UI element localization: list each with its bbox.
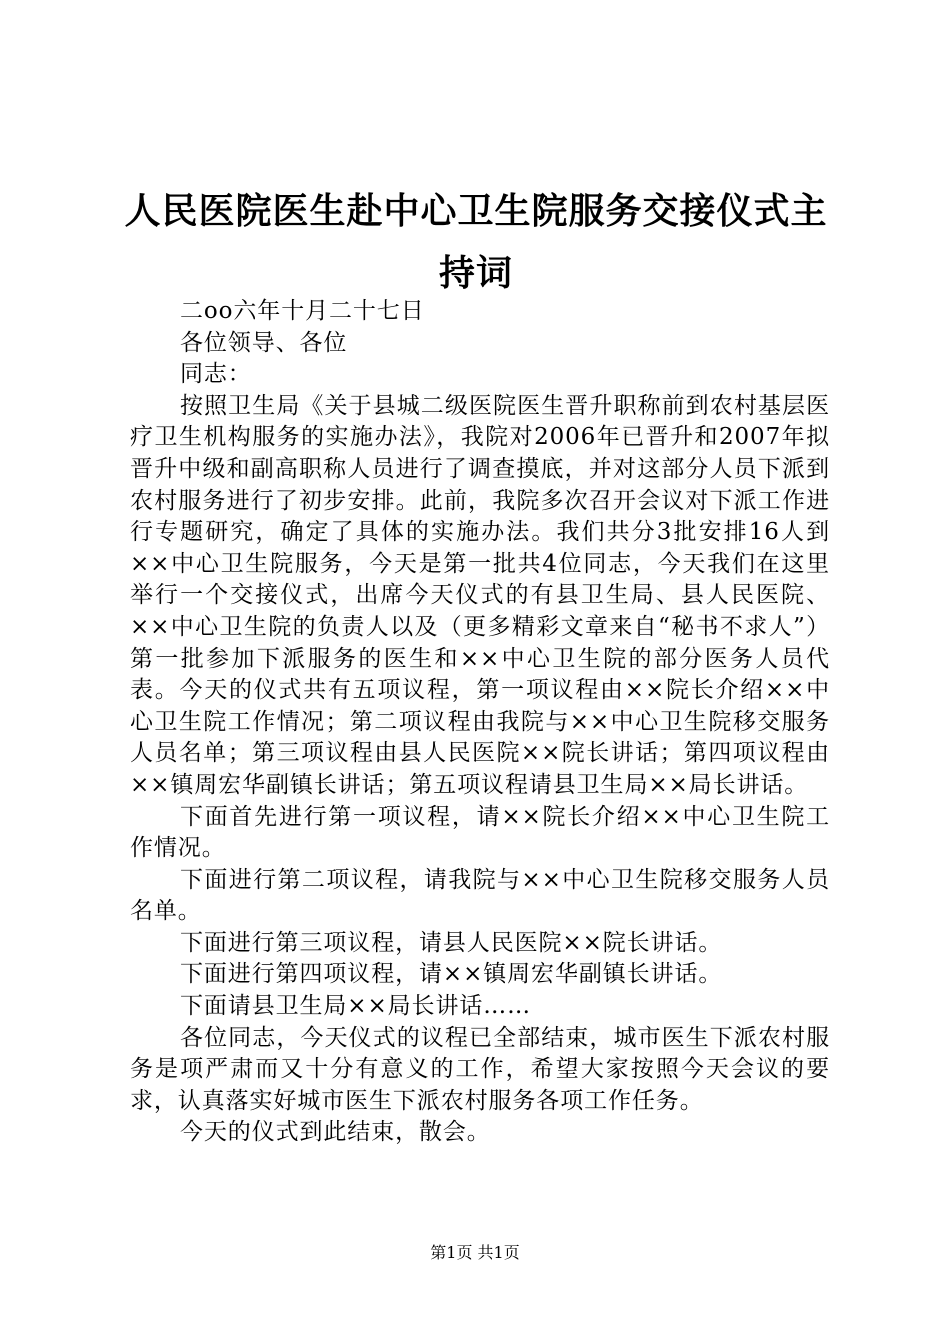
page-number: 第1页 共1页 [430, 1243, 520, 1262]
paragraph-dismissal: 今天的仪式到此结束，散会。 [180, 1119, 491, 1146]
paragraph-introduction: 按照卫生局《关于县城二级医院医生晋升职称前到农村基层医疗卫生机构服务的实施办法》，我院对2006年已晋升和2007年拟晋升中级和副高职称人员进行了调查摸底，并对这部分人员下派到农村服务进行了初步安排。此前，我院多次召开会议对下派工作进行专题研究，确定了具体的实施办法。我们共分3批安排16人到××中心卫生院服务，今天是第一批共4位同志，今天我们在这里举行一个交接仪式，出席今天仪式的有县卫生局、县人民医院、××中心卫生院的负责人以及（更多精彩文章来自“秘书不求人”）第一批参加下派服务的医生和××中心卫生院的部分医务人员代表。今天的仪式共有五项议程，第一项议程由××院长介绍××中心卫生院工作情况；第二项议程由我院与××中心卫生院移交服务人员名单；第三项议程由县人民医院××院长讲话；第四项议程由××镇周宏华副镇长讲话；第五项议程请县卫生局××局长讲话。 [130, 392, 830, 798]
paragraph-agenda-1: 下面首先进行第一项议程，请××院长介绍××中心卫生院工作情况。 [130, 803, 830, 862]
paragraph-greeting: 各位领导、各位 [180, 329, 348, 356]
paragraph-agenda-2: 下面进行第二项议程，请我院与××中心卫生院移交服务人员名单。 [130, 866, 830, 925]
document-body [130, 296, 830, 1149]
document-title: 人民医院医生赴中心卫生院服务交接仪式主持词 [124, 190, 828, 294]
paragraph-agenda-3: 下面进行第三项议程，请县人民医院××院长讲话。 [180, 929, 723, 956]
paragraph-date: 二oo六年十月二十七日 [180, 298, 425, 324]
paragraph-greeting-cont: 同志： [180, 361, 252, 388]
paragraph-closing: 各位同志，今天仪式的议程已全部结束，城市医生下派农村服务是项严肃而又十分有意义的工作，希望大家按照今天会议的要求，认真落实好城市医生下派农村服务各项工作任务。 [130, 1024, 830, 1114]
paragraph-agenda-5: 下面请县卫生局××局长讲话…… [180, 993, 532, 1020]
paragraph-agenda-4: 下面进行第四项议程，请××镇周宏华副镇长讲话。 [180, 961, 723, 988]
